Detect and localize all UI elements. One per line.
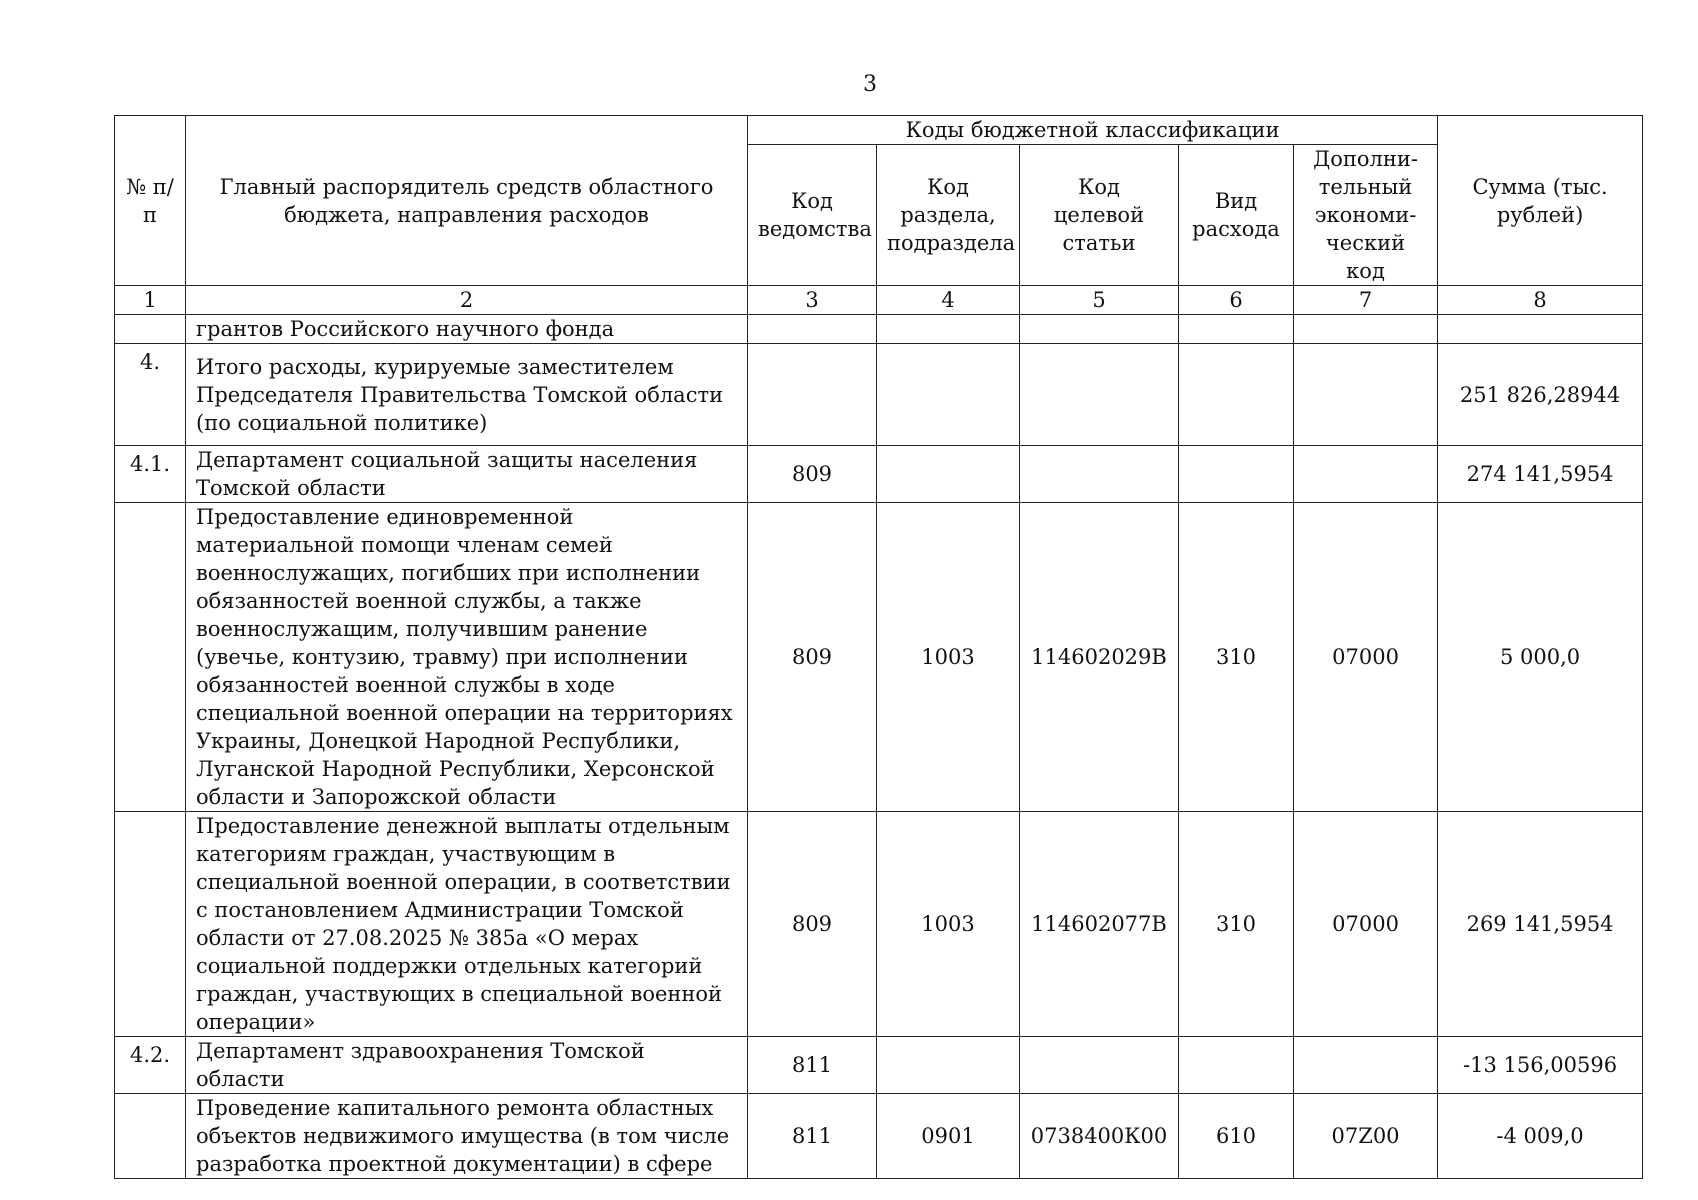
column-number: 7	[1294, 286, 1438, 315]
row-sum: 274 141,5954	[1438, 446, 1643, 503]
row-num	[115, 812, 186, 1037]
row-dop	[1294, 344, 1438, 446]
table-row	[115, 344, 1643, 446]
row-sum: 5 000,0	[1438, 503, 1643, 812]
column-numbers-row	[115, 286, 1643, 315]
row-sum	[1438, 315, 1643, 344]
row-razdel: 0901	[877, 1094, 1020, 1179]
row-razdel: 1003	[877, 503, 1020, 812]
row-statya: 0738400К00	[1020, 1094, 1179, 1179]
column-number: 6	[1179, 286, 1294, 315]
row-vid: 310	[1179, 503, 1294, 812]
table-row	[115, 446, 1643, 503]
header-num: № п/п	[115, 116, 186, 286]
row-num	[115, 503, 186, 812]
column-number: 5	[1020, 286, 1179, 315]
row-num	[115, 1094, 186, 1179]
header-statya: Код целевой статьи	[1020, 145, 1179, 286]
row-vid: 310	[1179, 812, 1294, 1037]
row-razdel	[877, 344, 1020, 446]
row-name: Предоставление денежной выплаты отдельным категориям граждан, участвующим в специальной военной операции, в соответствии с постановлением Администрации Томской области от 27.08.2025 № 385а «О мерах социальной поддержки отдельных категорий граждан, участвующих в специальной военной операции»	[186, 812, 748, 1037]
row-razdel	[877, 315, 1020, 344]
row-sum: 251 826,28944	[1438, 344, 1643, 446]
row-statya: 114602077В	[1020, 812, 1179, 1037]
header-razdel: Код раздела, подраздела	[877, 145, 1020, 286]
budget-table	[114, 115, 1643, 1179]
row-vedomstvo: 811	[748, 1037, 877, 1094]
row-dop	[1294, 446, 1438, 503]
row-num: 4.1.	[115, 446, 186, 503]
row-name: Проведение капитального ремонта областных объектов недвижимого имущества (в том числе разработка проектной документации) в сфере	[186, 1094, 748, 1179]
row-dop: 07000	[1294, 812, 1438, 1037]
row-vid	[1179, 315, 1294, 344]
row-sum: -4 009,0	[1438, 1094, 1643, 1179]
header-group: Коды бюджетной классификации	[748, 116, 1438, 145]
row-num: 4.2.	[115, 1037, 186, 1094]
row-vedomstvo: 809	[748, 503, 877, 812]
header-vid: Вид расхода	[1179, 145, 1294, 286]
row-vedomstvo	[748, 315, 877, 344]
column-number: 4	[877, 286, 1020, 315]
row-statya: 114602029В	[1020, 503, 1179, 812]
column-number: 1	[115, 286, 186, 315]
row-statya	[1020, 1037, 1179, 1094]
row-dop	[1294, 315, 1438, 344]
row-num	[115, 315, 186, 344]
table-row	[115, 503, 1643, 812]
row-sum: -13 156,00596	[1438, 1037, 1643, 1094]
row-vid	[1179, 1037, 1294, 1094]
row-dop: 07Z00	[1294, 1094, 1438, 1179]
table-row	[115, 1094, 1643, 1179]
column-number: 8	[1438, 286, 1643, 315]
row-vedomstvo: 809	[748, 812, 877, 1037]
header-summa: Сумма (тыс. рублей)	[1438, 116, 1643, 286]
row-razdel	[877, 1037, 1020, 1094]
row-name: Итого расходы, курируемые заместителем Председателя Правительства Томской области (по социальной политике)	[186, 344, 748, 446]
row-name: Департамент здравоохранения Томской области	[186, 1037, 748, 1094]
header-row	[115, 116, 1643, 145]
row-vedomstvo: 809	[748, 446, 877, 503]
row-vedomstvo	[748, 344, 877, 446]
table-row	[115, 1037, 1643, 1094]
table-row	[115, 812, 1643, 1037]
row-vid: 610	[1179, 1094, 1294, 1179]
row-statya	[1020, 446, 1179, 503]
header-vedomstvo: Код ведомства	[748, 145, 877, 286]
row-sum: 269 141,5954	[1438, 812, 1643, 1037]
header-dop: Дополни-тельный экономи-ческий код	[1294, 145, 1438, 286]
table-row	[115, 315, 1643, 344]
column-number: 2	[186, 286, 748, 315]
row-name: Департамент социальной защиты населения Томской области	[186, 446, 748, 503]
row-razdel	[877, 446, 1020, 503]
header-main: Главный распорядитель средств областного бюджета, направления расходов	[186, 116, 748, 286]
row-razdel: 1003	[877, 812, 1020, 1037]
row-num: 4.	[115, 344, 186, 446]
page-number: 3	[863, 72, 877, 97]
row-name: грантов Российского научного фонда	[186, 315, 748, 344]
row-dop	[1294, 1037, 1438, 1094]
row-statya	[1020, 344, 1179, 446]
row-statya	[1020, 315, 1179, 344]
row-vedomstvo: 811	[748, 1094, 877, 1179]
row-name: Предоставление единовременной материальной помощи членам семей военнослужащих, погибших при исполнении обязанностей военной службы, а также военнослужащим, получившим ранение (увечье, контузию, травму) при исполнении обязанностей военной службы в ходе специальной военной операции на территориях Украины, Донецкой Народной Республики, Луганской Народной Республики, Херсонской области и Запорожской области	[186, 503, 748, 812]
row-vid	[1179, 446, 1294, 503]
column-number: 3	[748, 286, 877, 315]
row-dop: 07000	[1294, 503, 1438, 812]
row-vid	[1179, 344, 1294, 446]
